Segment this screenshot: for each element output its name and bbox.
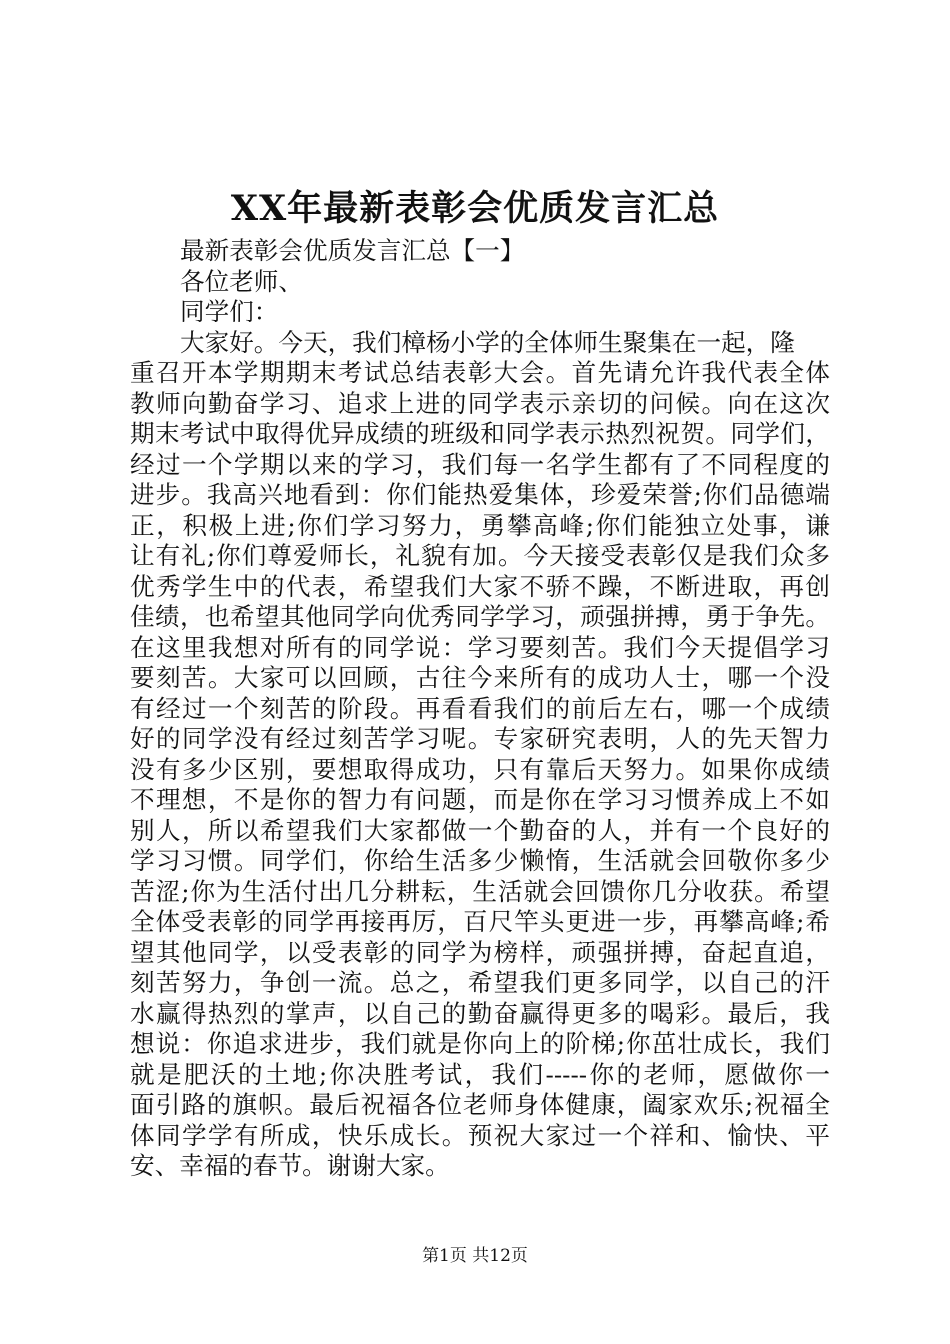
page-number-footer: 第1页 共12页	[422, 1246, 528, 1266]
body-paragraph	[130, 328, 830, 1182]
salutation-line: 同学们：	[180, 297, 279, 326]
document-title: XX年最新表彰会优质发言汇总	[230, 188, 720, 229]
body-line: 刻苦努力，争创一流。总之，希望我们更多同学，以自己的汗	[130, 968, 830, 997]
body-line: 佳绩，也希望其他同学向优秀同学学习，顽强拼搏，勇于争先。	[130, 602, 830, 631]
body-line: 让有礼;你们尊爱师长，礼貌有加。今天接受表彰仅是我们众多	[130, 541, 830, 570]
body-line: 不理想，不是你的智力有问题，而是你在学习习惯养成上不如	[130, 785, 830, 814]
body-line: 学习习惯。同学们，你给生活多少懒惰，生活就会回敬你多少	[130, 846, 830, 875]
section-heading: 最新表彰会优质发言汇总【一】	[180, 236, 525, 265]
body-line: 期末考试中取得优异成绩的班级和同学表示热烈祝贺。同学们，	[130, 419, 830, 448]
body-line: 安、幸福的春节。谢谢大家。	[130, 1151, 450, 1180]
body-line: 苦涩;你为生活付出几分耕耘，生活就会回馈你几分收获。希望	[130, 876, 830, 906]
body-line: 教师向勤奋学习、追求上进的同学表示亲切的问候。向在这次	[130, 388, 830, 418]
body-line: 要刻苦。大家可以回顾，古往今来所有的成功人士，哪一个没	[130, 663, 830, 692]
body-line: 优秀学生中的代表，希望我们大家不骄不躁，不断进取，再创	[130, 571, 830, 601]
body-line: 别人，所以希望我们大家都做一个勤奋的人，并有一个良好的	[130, 815, 830, 845]
body-line: 面引路的旗帜。最后祝福各位老师身体健康，阖家欢乐;祝福全	[130, 1090, 830, 1119]
body-line: 在这里我想对所有的同学说：学习要刻苦。我们今天提倡学习	[130, 632, 830, 662]
body-line: 就是肥沃的土地;你决胜考试，我们-----你的老师，愿做你一	[130, 1059, 830, 1089]
body-line: 重召开本学期期末考试总结表彰大会。首先请允许我代表全体	[130, 358, 830, 387]
body-line: 全体受表彰的同学再接再厉，百尺竿头更进一步，再攀高峰;希	[130, 907, 830, 936]
body-line: 大家好。今天，我们樟杨小学的全体师生聚集在一起，隆	[180, 327, 795, 357]
body-line: 正，积极上进;你们学习努力，勇攀高峰;你们能独立处事，谦	[130, 510, 830, 540]
body-line: 进步。我高兴地看到：你们能热爱集体，珍爱荣誉;你们品德端	[130, 480, 830, 509]
body-line: 没有多少区别，要想取得成功，只有靠后天努力。如果你成绩	[130, 754, 830, 784]
body-line: 想说：你追求进步，我们就是你向上的阶梯;你茁壮成长，我们	[130, 1029, 830, 1058]
document-body	[130, 236, 830, 1182]
body-line: 好的同学没有经过刻苦学习呢。专家研究表明，人的先天智力	[130, 724, 830, 753]
body-line: 望其他同学，以受表彰的同学为榜样，顽强拼搏，奋起直追，	[130, 937, 830, 967]
body-line: 水赢得热烈的掌声，以自己的勤奋赢得更多的喝彩。最后，我	[130, 998, 830, 1028]
body-line: 有经过一个刻苦的阶段。再看看我们的前后左右，哪一个成绩	[130, 693, 830, 723]
body-line: 体同学学有所成，快乐成长。预祝大家过一个祥和、愉快、平	[130, 1120, 830, 1150]
body-line: 经过一个学期以来的学习，我们每一名学生都有了不同程度的	[130, 449, 830, 479]
salutation-line: 各位老师、	[180, 266, 303, 296]
